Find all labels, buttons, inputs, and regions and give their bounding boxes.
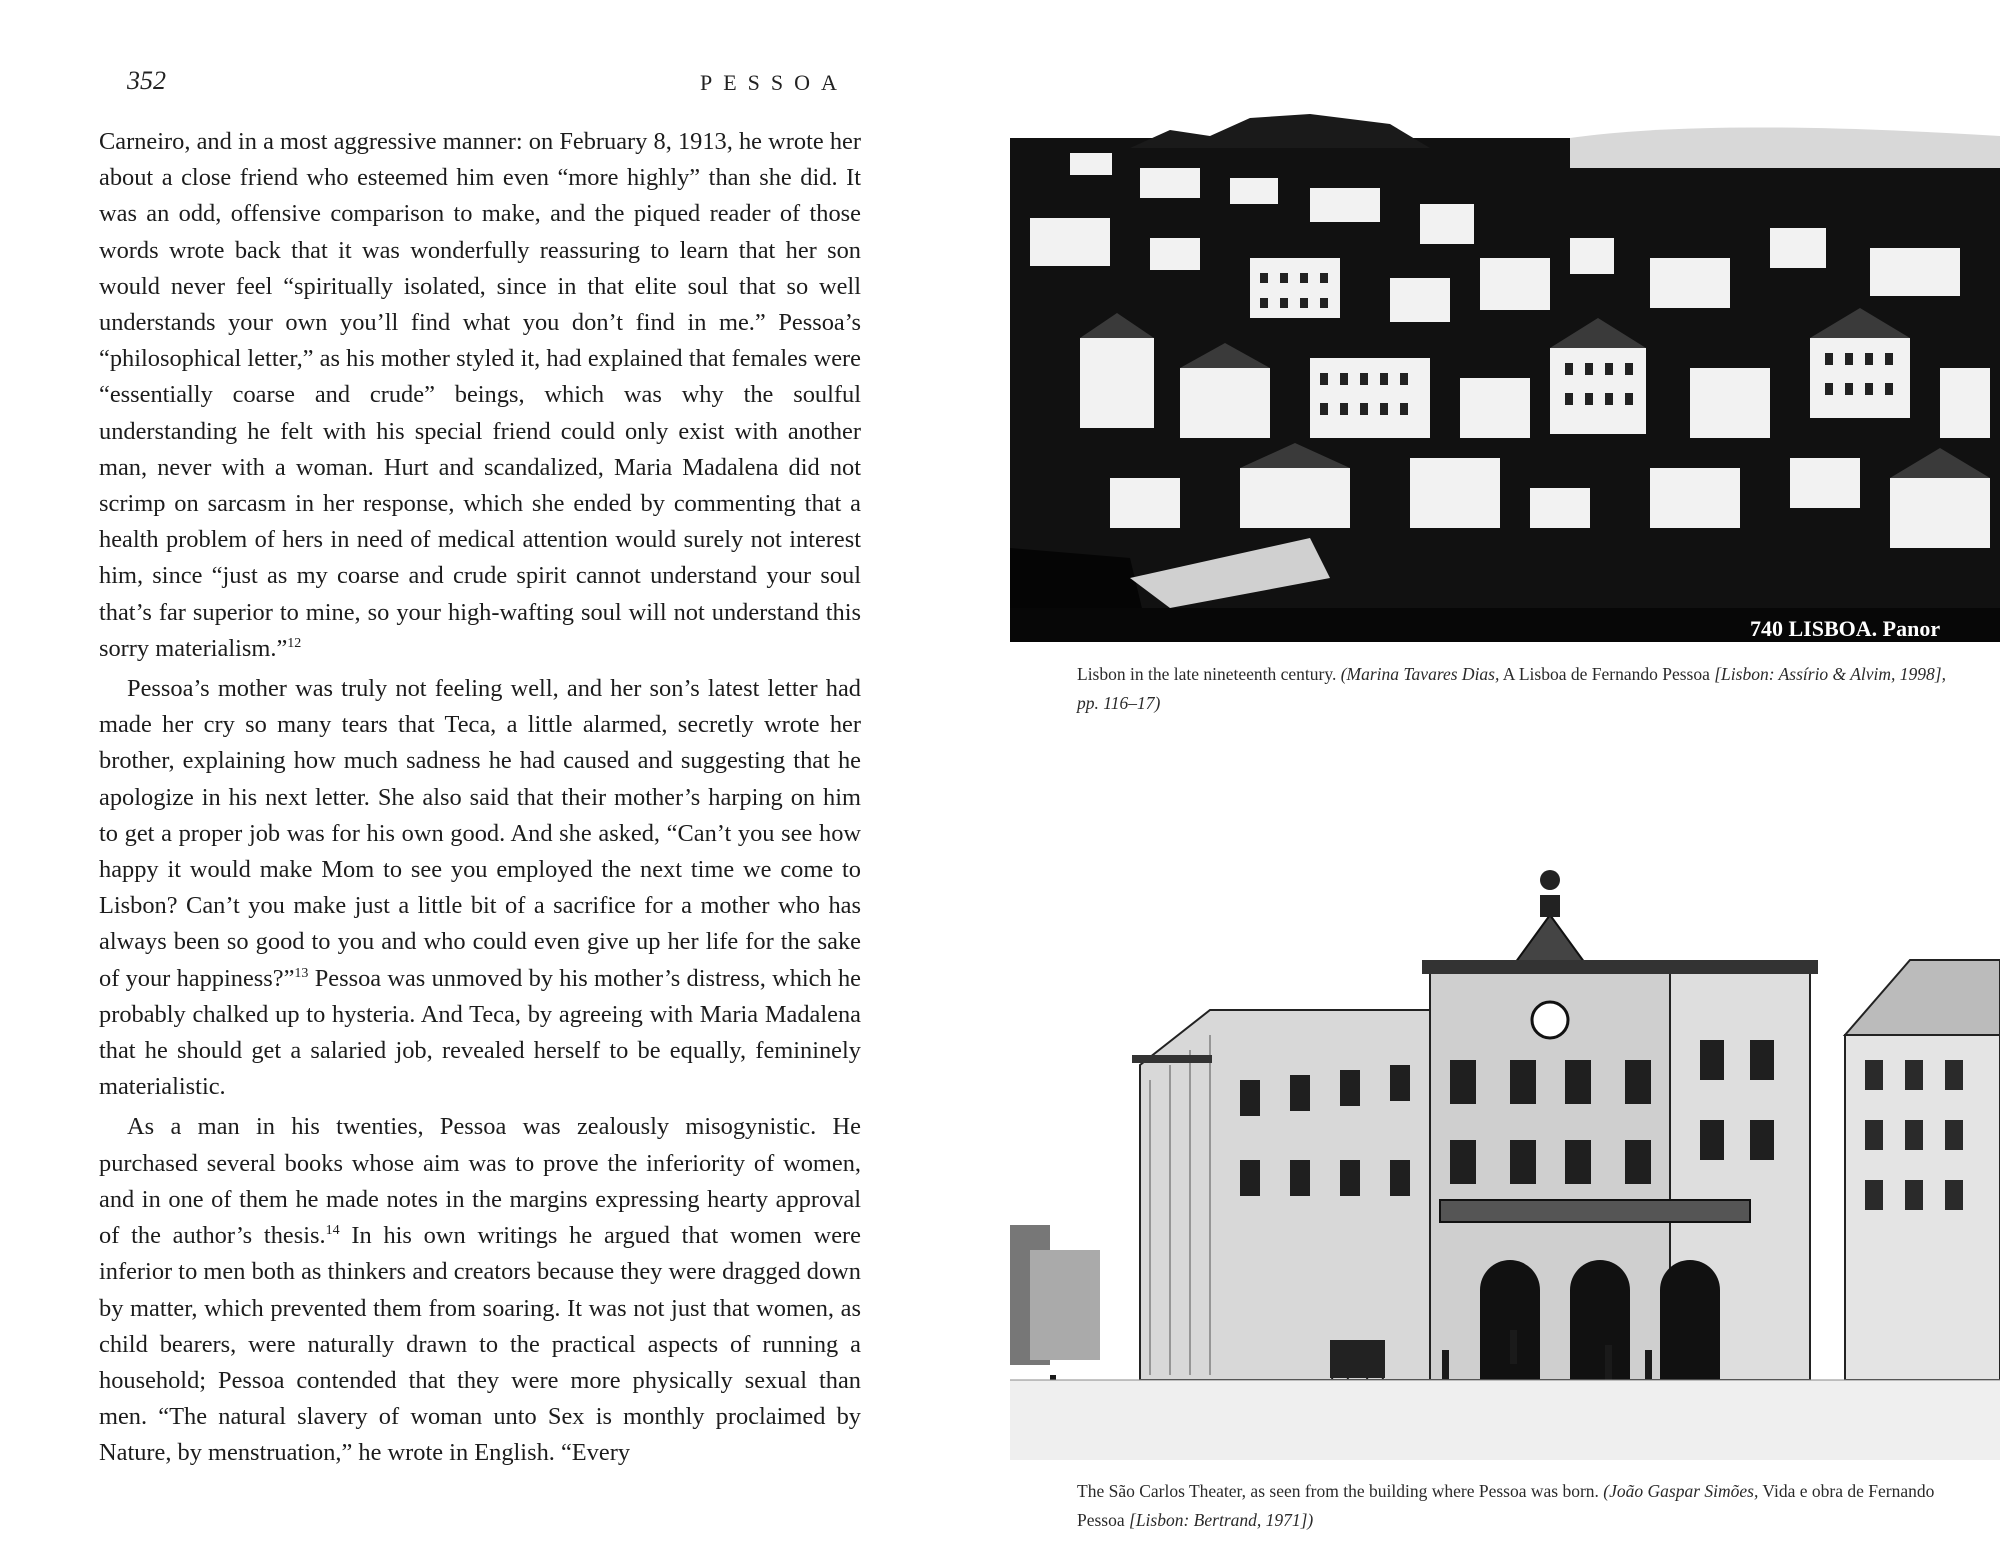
caption-publisher: [Lisbon: Assírio & Alvim, 1998], pp. 116–17)	[1077, 664, 1946, 713]
endnote-ref[interactable]: 13	[294, 965, 309, 981]
sao-carlos-theater-engraving	[1010, 820, 2000, 1460]
paragraph-text: Pessoa’s mother was truly not feeling well, and her son’s latest letter had made her cry so many tears that Teca, a little alarmed, secretly wrote her brother, explaining how much sadness he had caused and suggesting that he apologize in his next letter. She also said that their mother’s harping on him to get a proper job was for his own good. And she asked, “Can’t you see how happy it would make Mom to see you employed the next time we come to Lisbon? Can’t you make just a little bit of a sacrifice for a mother who has always been so good to you and who could even give up her life for the sake of your happiness?”	[99, 675, 861, 992]
paragraph	[99, 1109, 861, 1471]
paragraph-text: In his own writings he argued that women were inferior to men both as thinkers and creators because they were dragged down by matter, which prevented them from soaring. It was not just that women, as child bearers, were naturally drawn to the practical aspects of running a household; Pessoa contended that they were more physically sexual than men. “The natural slavery of woman unto Sex is monthly proclaimed by Nature, by menstruation,” he wrote in English. “Every	[99, 1222, 861, 1467]
caption-source: (Marina Tavares Dias,	[1340, 664, 1500, 684]
paragraph-text: Carneiro, and in a most aggressive manner: on February 8, 1913, he wrote her about a close friend who esteemed him even “more highly” than she did. It was an odd, offensive comparison to make, and the piqued reader of those words wrote back that it was wonderfully reassuring to learn that her son would never feel “spiritually isolated, since in that elite soul that so well understands your own you’ll find what you don’t find in me.” Pessoa’s “philosophical letter,” as his mother styled it, had explained that females were “essentially coarse and crude” beings, which was why the soulful understanding he felt with his special friend could only exist with another man, never with a woman. Hurt and scandalized, Maria Madalena did not scrimp on sarcasm in her response, which she ended by commenting that a health problem of hers in need of medical attention would surely not interest him, since “just as my coarse and crude spirit cannot understand your soul that’s far superior to mine, so your high-wafting soul will not understand this sorry materialism.”	[99, 128, 861, 662]
body-text	[99, 124, 861, 1472]
caption-book-title: Vida e obra de Fernando Pessoa	[1077, 1481, 1935, 1530]
endnote-ref[interactable]: 14	[325, 1223, 340, 1239]
postcard-inscription: 740 LISBOA. Panor	[1750, 616, 1941, 641]
paragraph-text: Pessoa was unmoved by his mother’s distress, which he probably chalked up to hysteria. And Teca, by agreeing with Maria Madalena that he should get a salaried job, revealed herself to be equally, femininely materialistic.	[99, 964, 861, 1101]
lisbon-panorama-photo	[1010, 108, 2000, 642]
caption-book-title: A Lisboa de Fernando Pessoa	[1502, 664, 1710, 684]
caption-source: (João Gaspar Simões,	[1603, 1481, 1759, 1501]
figure-caption-lisbon	[1077, 660, 1947, 718]
page-number: 352	[127, 66, 166, 95]
left-page	[0, 0, 980, 1546]
caption-publisher: [Lisbon: Bertrand, 1971])	[1129, 1510, 1314, 1530]
endnote-ref[interactable]: 12	[287, 635, 302, 651]
caption-text: The São Carlos Theater, as seen from the building where Pessoa was born.	[1077, 1481, 1599, 1501]
paragraph-text: As a man in his twenties, Pessoa was zealously misogynistic. He purchased several books whose aim was to prove the inferiority of women, and in one of them he made notes in the margins expressing hearty approval of the author’s thesis.	[99, 1113, 861, 1250]
paragraph	[99, 124, 861, 667]
caption-text: Lisbon in the late nineteenth century.	[1077, 664, 1337, 684]
running-head: PESSOA	[700, 70, 848, 95]
paragraph	[99, 671, 861, 1105]
figure-caption-theater	[1077, 1477, 1947, 1535]
